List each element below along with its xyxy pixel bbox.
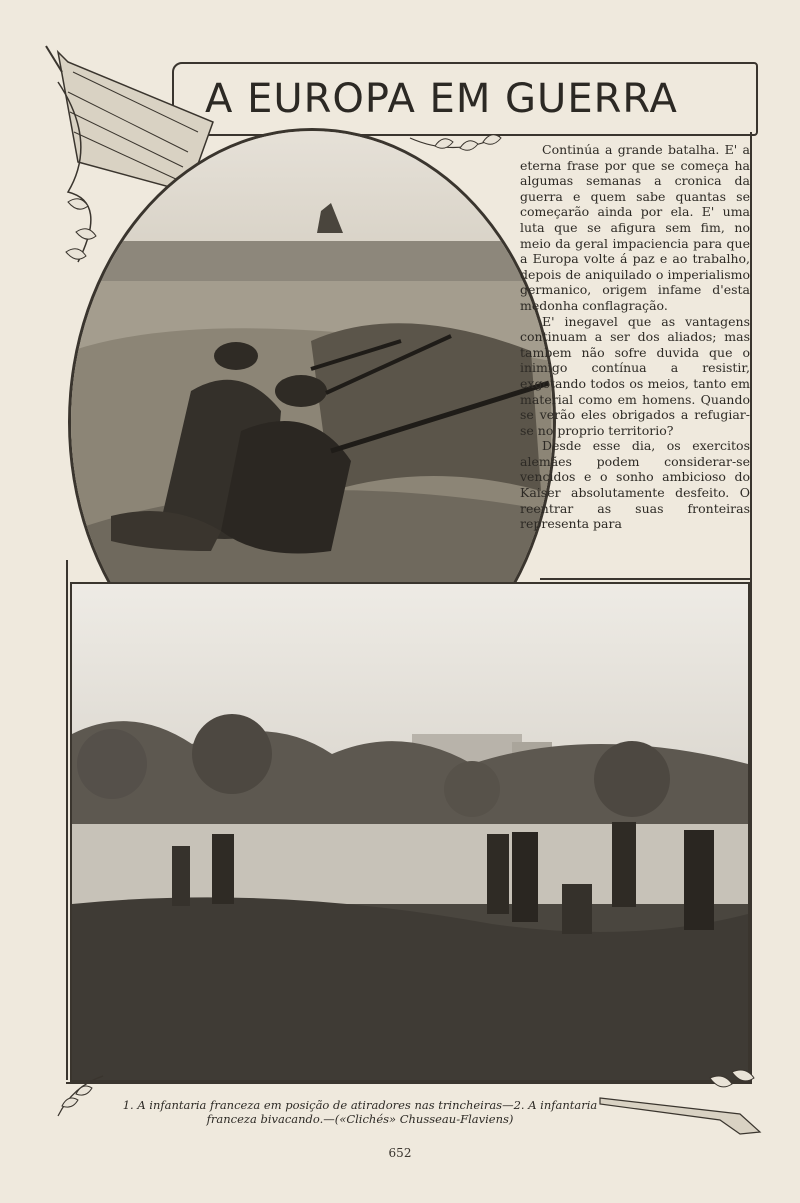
article-paragraph-1: Continúa a grande batalha. E' a eterna frase por que se começa ha algumas semanas a cronica da guerra e quem sabe quantas se começarão ainda por ela. E' uma luta que se afigura sem fim, no meio da geral impaciencia para que a Europa volte á paz e ao trabalho, depois de aniquilado o imperialismo germanico, origem infame d'esta medonha conflagração. [520,142,750,313]
article-paragraph-3: Desde esse dia, os exercitos alemães podem considerar-se vencidos e o sonho ambicioso do Kaiser absolutamente desfeito. O reentrar as suas fronteiras representa para [520,438,750,532]
article-text [520,142,750,532]
leaf-corner-bottom-left-icon [48,1066,108,1126]
page-title: A EUROPA EM GUERRA [205,76,678,122]
photo-infantry-bivouac [70,582,750,1082]
frame-right-line [750,132,752,1082]
photo-caption: 1. A infantaria franceza em posição de atiradores nas trincheiras—2. A infantaria franceza bivacando.—(«Clichés» Chusseau-Flaviens) [122,1098,598,1126]
frame-left-line [66,560,68,1080]
frame-divider-line [540,578,750,580]
page-number: 652 [388,1146,412,1160]
bivouac-photo-image [72,584,748,1080]
article-paragraph-2: E' inegavel que as vantagens continuam a ser dos aliados; mas tambem não sofre duvida que o inimigo contínua a resistir, exgotando todos os meios, tanto em material como em homens. Quando se verão eles obrigados a refugiar-se no proprio territorio? [520,313,750,438]
